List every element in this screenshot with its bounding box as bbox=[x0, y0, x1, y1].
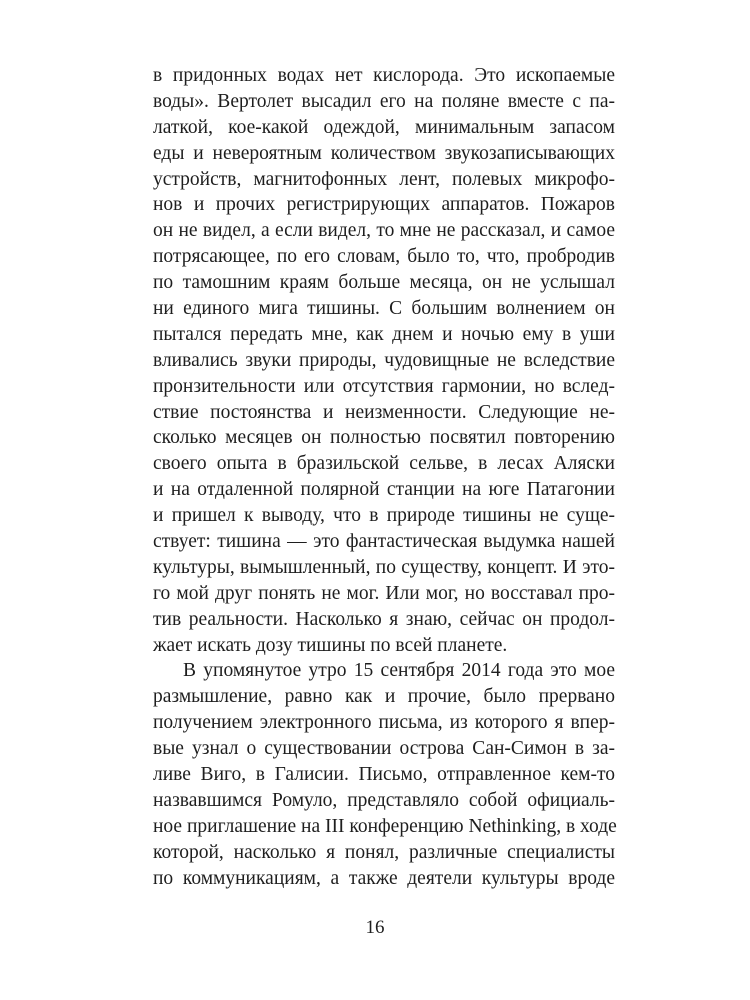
text-line: пронзительности или отсутствия гармонии, но вслед- bbox=[153, 375, 615, 397]
text-line: культуры, вымышленный, по существу, концепт. И это- bbox=[153, 556, 615, 578]
text-line: которой, насколько я понял, различные специалисты bbox=[153, 841, 615, 863]
text-line: своего опыта в бразильской сельве, в лесах Аляски bbox=[153, 453, 615, 475]
text-line: назвавшимся Ромуло, представляло собой официаль- bbox=[153, 789, 615, 811]
text-line: и пришел к выводу, что в природе тишины не суще- bbox=[153, 505, 615, 527]
paragraph-2 bbox=[153, 658, 615, 891]
text-line: по коммуникациям, а также деятели культуры вроде bbox=[153, 867, 615, 889]
text-line: он не видел, а если видел, то мне не рассказал, и самое bbox=[153, 220, 615, 242]
text-line: сколько месяцев он полностью посвятил повторению bbox=[153, 427, 615, 449]
text-line: латкой, кое-какой одеждой, минимальным запасом bbox=[153, 116, 615, 138]
text-line: тив реальности. Насколько я знаю, сейчас он продол- bbox=[153, 608, 615, 630]
text-line: вые узнал о существовании острова Сан-Симон в за- bbox=[153, 738, 615, 760]
page-number: 16 bbox=[365, 917, 385, 938]
text-line: еды и невероятным количеством звукозаписывающих bbox=[153, 142, 615, 164]
text-line: и на отдаленной полярной станции на юге Патагонии bbox=[153, 479, 615, 501]
text-line: размышление, равно как и прочие, было прервано bbox=[153, 686, 615, 708]
text-line: нов и прочих регистрирующих аппаратов. Пожаров bbox=[153, 194, 615, 216]
text-line: пытался передать мне, как днем и ночью ему в уши bbox=[153, 323, 615, 345]
text-line: вливались звуки природы, чудовищные не вследствие bbox=[153, 349, 615, 371]
text-line: по тамошним краям больше месяца, он не услышал bbox=[153, 272, 615, 294]
text-line: воды». Вертолет высадил его на поляне вместе с па- bbox=[153, 90, 615, 112]
text-line: потрясающее, по его словам, было то, что, пробродив bbox=[153, 246, 615, 268]
text-line: ствует: тишина — это фантастическая выдумка нашей bbox=[153, 531, 615, 553]
text-line: ни единого мига тишины. С большим волнением он bbox=[153, 298, 615, 320]
text-line: В упомянутое утро 15 сентября 2014 года это мое bbox=[183, 660, 615, 682]
text-line: го мой друг понять не мог. Или мог, но восставал про- bbox=[153, 582, 615, 604]
text-line: устройств, магнитофонных лент, полевых микрофо- bbox=[153, 168, 615, 190]
text-line: в придонных водах нет кислорода. Это ископаемые bbox=[153, 65, 615, 86]
book-page-text bbox=[153, 63, 615, 892]
paragraph-1 bbox=[153, 63, 615, 658]
text-line: ствие постоянства и неизменности. Следующие не- bbox=[153, 401, 615, 423]
text-line: ливе Виго, в Галисии. Письмо, отправленное кем-то bbox=[153, 764, 615, 786]
text-line: ное приглашение на III конференцию Nethinking, в ходе bbox=[153, 815, 617, 837]
text-line: жает искать дозу тишины по всей планете. bbox=[153, 634, 508, 656]
text-line: получением электронного письма, из которого я впер- bbox=[153, 712, 615, 734]
